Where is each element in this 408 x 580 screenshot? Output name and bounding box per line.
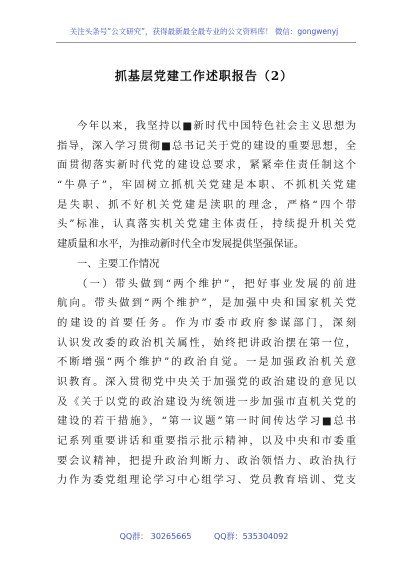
body-line: “牛鼻子”，牢固树立抓机关党建是本职、不抓机关党建 — [57, 179, 356, 192]
body-line: 建设的若干措施》，“第一议题”第一时间传达学习■总书 — [57, 415, 356, 428]
header-divider — [56, 42, 356, 43]
footer-qq-group-2: QQ群：535304092 — [214, 532, 289, 541]
body-line: 的建设的首要任务。作为市委市政府参谋部门，深刻 — [57, 316, 356, 329]
document-body — [57, 117, 356, 491]
body-line: 是失职、抓不好机关党建是渎职的理念，严格“四个带 — [57, 198, 356, 211]
body-line: 指导，深入学习贯彻■总书记关于党的建设的重要思想，全 — [57, 139, 356, 152]
footer-qq-group-1: QQ群： 30265665 — [119, 532, 192, 541]
page-header — [0, 0, 408, 44]
body-line: 建质量和水平，为推动新时代全市发展提供坚强保证。 — [57, 238, 305, 251]
body-line: 及《关于以党的政治建设为统领进一步加强市直机关党的 — [57, 395, 356, 408]
section-heading: 一、主要工作情况 — [77, 257, 160, 270]
body-line: 要会议精神，把提升政治判断力、政治领悟力、政治执行 — [57, 454, 356, 467]
body-line: 记系列重要讲话和重要指示批示精神，以及中央和市委重 — [57, 435, 356, 447]
subsection-heading: （一）带头做到“两个维护”，把好事业发展的前进 — [77, 277, 356, 290]
document-title: 抓基层党建工作述职报告（2） — [114, 69, 294, 83]
body-line: 今年以来，我坚持以■新时代中国特色社会主义思想为 — [77, 120, 356, 132]
body-line: 航向。带头做到“两个维护”，是加强中央和国家机关党 — [57, 297, 356, 310]
body-line: 力作为委党组理论学习中心组学习、党员教育培训、党支 — [57, 474, 356, 487]
header-notice: 关注头条号“公文研究”，获得最新最全最专业的公文资料库！ 微信：gongwenyj — [69, 27, 339, 36]
body-line: 面贯彻落实新时代党的建设总要求，紧紧牵住责任制这个 — [57, 159, 356, 172]
body-line: 头”标准，认真落实机关党建主体责任，持续提升机关党 — [57, 218, 356, 231]
page-footer — [0, 531, 408, 542]
body-line: 认识发改委的政治机关属性，始终把讲政治摆在第一位， — [57, 336, 356, 349]
body-line: 不断增强“两个维护”的政治自觉。一是加强政治机关意 — [57, 356, 356, 369]
body-line: 识教育。深入贯彻党中央关于加强党的政治建设的意见以 — [57, 375, 356, 388]
